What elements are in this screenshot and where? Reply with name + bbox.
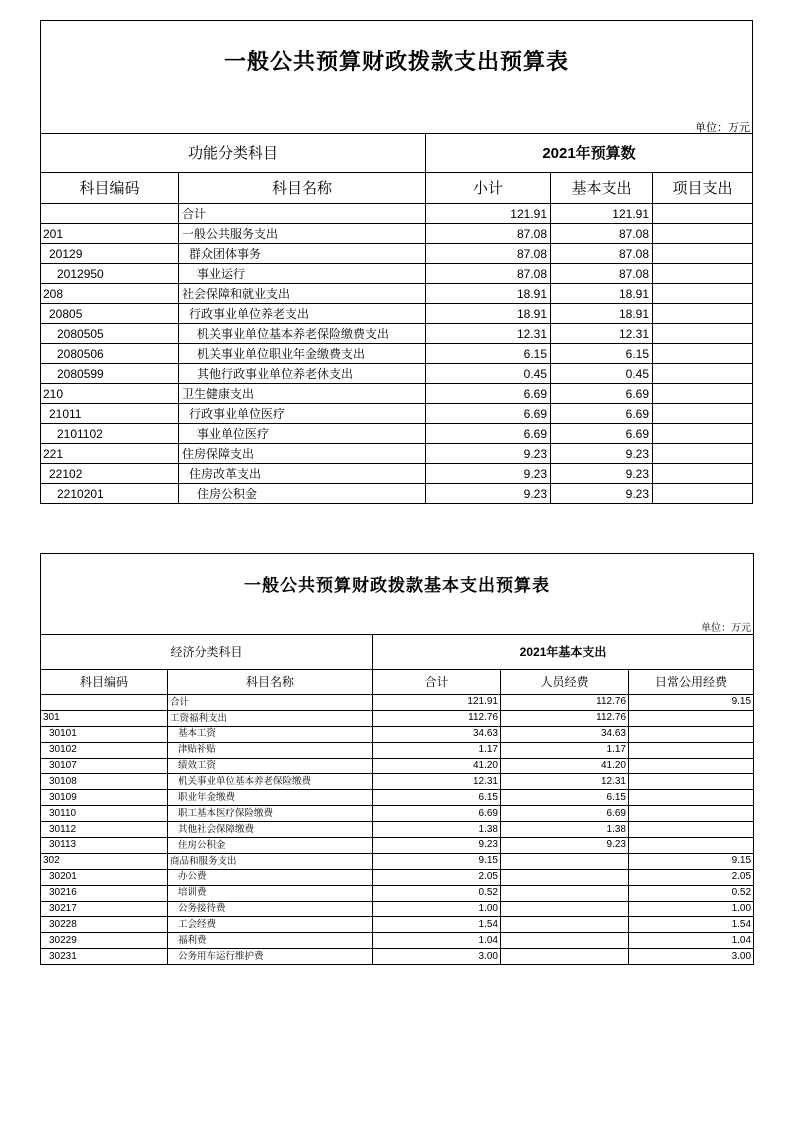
public-value: 0.52 <box>629 885 754 901</box>
table2-header-basic-year: 2021年基本支出 <box>373 635 754 670</box>
subtotal-value: 0.45 <box>426 364 551 384</box>
subject-name: 基本工资 <box>168 726 373 742</box>
table2-unit: 单位：万元 <box>41 616 754 635</box>
public-value: 1.54 <box>629 917 754 933</box>
subtotal-value: 6.69 <box>426 384 551 404</box>
subtotal-value: 121.91 <box>426 204 551 224</box>
total-value: 6.69 <box>373 806 501 822</box>
project-value <box>653 364 753 384</box>
subject-name: 事业运行 <box>179 264 426 284</box>
public-value <box>629 726 754 742</box>
subject-code: 301 <box>41 710 168 726</box>
subtotal-value: 18.91 <box>426 304 551 324</box>
project-value <box>653 424 753 444</box>
personnel-value: 34.63 <box>501 726 629 742</box>
subject-name: 卫生健康支出 <box>179 384 426 404</box>
total-value: 41.20 <box>373 758 501 774</box>
subject-code: 30231 <box>41 949 168 965</box>
public-value: 9.15 <box>629 853 754 869</box>
subject-name: 住房公积金 <box>168 838 373 854</box>
table1-header-budget-year: 2021年预算数 <box>426 134 753 173</box>
table-row <box>41 404 753 424</box>
subject-code: 30102 <box>41 742 168 758</box>
table-row <box>41 901 754 917</box>
public-value: 1.04 <box>629 933 754 949</box>
public-value <box>629 758 754 774</box>
personnel-value <box>501 885 629 901</box>
subtotal-value: 9.23 <box>426 484 551 504</box>
table1-body <box>41 204 753 504</box>
table-row <box>41 774 754 790</box>
total-value: 1.54 <box>373 917 501 933</box>
table2-title: 一般公共预算财政拨款基本支出预算表 <box>244 576 551 596</box>
subject-code: 30201 <box>41 869 168 885</box>
personnel-value: 41.20 <box>501 758 629 774</box>
table-row <box>41 284 753 304</box>
project-value <box>653 404 753 424</box>
subject-code: 30217 <box>41 901 168 917</box>
personnel-value <box>501 949 629 965</box>
project-value <box>653 224 753 244</box>
subject-code: 2012950 <box>41 264 179 284</box>
table2-col-personnel: 人员经费 <box>501 670 629 695</box>
public-value <box>629 742 754 758</box>
table-row <box>41 885 754 901</box>
total-value: 12.31 <box>373 774 501 790</box>
table-row <box>41 204 753 224</box>
personnel-value <box>501 933 629 949</box>
public-value: 1.00 <box>629 901 754 917</box>
subject-name: 培训费 <box>168 885 373 901</box>
basic-value: 9.23 <box>551 464 653 484</box>
subject-name: 行政事业单位医疗 <box>179 404 426 424</box>
table1-title: 一般公共预算财政拨款支出预算表 <box>223 49 569 75</box>
subject-code: 2101102 <box>41 424 179 444</box>
basic-value: 87.08 <box>551 244 653 264</box>
personnel-value: 1.17 <box>501 742 629 758</box>
subject-code: 208 <box>41 284 179 304</box>
table2-header-economic-category: 经济分类科目 <box>41 635 373 670</box>
table-row <box>41 344 753 364</box>
subject-name: 事业单位医疗 <box>179 424 426 444</box>
table-row <box>41 364 753 384</box>
total-value: 9.15 <box>373 853 501 869</box>
subject-code: 201 <box>41 224 179 244</box>
public-value: 3.00 <box>629 949 754 965</box>
subject-code: 20129 <box>41 244 179 264</box>
table2-col-public: 日常公用经费 <box>629 670 754 695</box>
table-row <box>41 384 753 404</box>
table-row <box>41 304 753 324</box>
personnel-value <box>501 869 629 885</box>
subtotal-value: 6.69 <box>426 404 551 424</box>
project-value <box>653 244 753 264</box>
table-row <box>41 758 754 774</box>
subject-name: 公务用车运行维护费 <box>168 949 373 965</box>
subject-code: 30229 <box>41 933 168 949</box>
subject-name: 公务接待费 <box>168 901 373 917</box>
table-row <box>41 484 753 504</box>
basic-value: 121.91 <box>551 204 653 224</box>
personnel-value: 1.38 <box>501 822 629 838</box>
table-row <box>41 695 754 711</box>
basic-value: 9.23 <box>551 484 653 504</box>
total-value: 3.00 <box>373 949 501 965</box>
project-value <box>653 384 753 404</box>
subject-name: 工资福利支出 <box>168 710 373 726</box>
subject-code: 2080506 <box>41 344 179 364</box>
table-row <box>41 244 753 264</box>
project-value <box>653 344 753 364</box>
basic-value: 0.45 <box>551 364 653 384</box>
subtotal-value: 12.31 <box>426 324 551 344</box>
subject-name: 商品和服务支出 <box>168 853 373 869</box>
table-row <box>41 838 754 854</box>
subject-code <box>41 695 168 711</box>
public-value: 2.05 <box>629 869 754 885</box>
table-row <box>41 264 753 284</box>
subject-name: 行政事业单位养老支出 <box>179 304 426 324</box>
table-row <box>41 224 753 244</box>
public-value <box>629 790 754 806</box>
subject-code: 302 <box>41 853 168 869</box>
subject-code: 30107 <box>41 758 168 774</box>
subtotal-value: 87.08 <box>426 224 551 244</box>
function-budget-table <box>40 20 753 504</box>
table-row <box>41 917 754 933</box>
table1-col-name: 科目名称 <box>179 173 426 204</box>
project-value <box>653 304 753 324</box>
total-value: 2.05 <box>373 869 501 885</box>
subject-code: 30216 <box>41 885 168 901</box>
table1-header-function-category: 功能分类科目 <box>41 134 426 173</box>
subject-name: 绩效工资 <box>168 758 373 774</box>
project-value <box>653 444 753 464</box>
subject-code <box>41 204 179 224</box>
subject-name: 其他社会保障缴费 <box>168 822 373 838</box>
basic-expenditure-table <box>40 553 754 965</box>
basic-value: 12.31 <box>551 324 653 344</box>
subject-code: 21011 <box>41 404 179 424</box>
personnel-value: 112.76 <box>501 695 629 711</box>
table-row <box>41 324 753 344</box>
personnel-value: 6.15 <box>501 790 629 806</box>
subject-code: 2080505 <box>41 324 179 344</box>
public-value <box>629 806 754 822</box>
basic-value: 9.23 <box>551 444 653 464</box>
personnel-value <box>501 917 629 933</box>
public-value <box>629 774 754 790</box>
subject-code: 30108 <box>41 774 168 790</box>
subject-code: 30110 <box>41 806 168 822</box>
total-value: 1.38 <box>373 822 501 838</box>
project-value <box>653 264 753 284</box>
subject-code: 30101 <box>41 726 168 742</box>
table2-col-total: 合计 <box>373 670 501 695</box>
subject-name: 机关事业单位基本养老保险缴费 <box>168 774 373 790</box>
table-row <box>41 710 754 726</box>
table-row <box>41 424 753 444</box>
subtotal-value: 6.69 <box>426 424 551 444</box>
subject-name: 办公费 <box>168 869 373 885</box>
table1-title-cell <box>41 21 753 114</box>
subject-name: 其他行政事业单位养老休支出 <box>179 364 426 384</box>
table1-col-project: 项目支出 <box>653 173 753 204</box>
subtotal-value: 9.23 <box>426 444 551 464</box>
table-row <box>41 933 754 949</box>
subject-code: 2210201 <box>41 484 179 504</box>
subject-name: 机关事业单位职业年金缴费支出 <box>179 344 426 364</box>
public-value <box>629 822 754 838</box>
basic-value: 6.69 <box>551 424 653 444</box>
table2-body <box>41 695 754 965</box>
personnel-value <box>501 901 629 917</box>
subtotal-value: 6.15 <box>426 344 551 364</box>
personnel-value: 12.31 <box>501 774 629 790</box>
public-value <box>629 838 754 854</box>
table-row <box>41 822 754 838</box>
table2-col-name: 科目名称 <box>168 670 373 695</box>
subtotal-value: 9.23 <box>426 464 551 484</box>
public-value <box>629 710 754 726</box>
subject-name: 福利费 <box>168 933 373 949</box>
subject-name: 合计 <box>179 204 426 224</box>
subtotal-value: 18.91 <box>426 284 551 304</box>
basic-value: 18.91 <box>551 284 653 304</box>
table-row <box>41 949 754 965</box>
table1-col-code: 科目编码 <box>41 173 179 204</box>
table1-unit: 单位：万元 <box>41 113 753 134</box>
total-value: 9.23 <box>373 838 501 854</box>
subject-name: 群众团体事务 <box>179 244 426 264</box>
total-value: 6.15 <box>373 790 501 806</box>
subject-name: 职业年金缴费 <box>168 790 373 806</box>
table1-col-basic: 基本支出 <box>551 173 653 204</box>
basic-value: 87.08 <box>551 264 653 284</box>
table-row <box>41 806 754 822</box>
total-value: 121.91 <box>373 695 501 711</box>
table-row <box>41 444 753 464</box>
personnel-value <box>501 853 629 869</box>
subject-code: 2080599 <box>41 364 179 384</box>
basic-value: 6.69 <box>551 384 653 404</box>
total-value: 34.63 <box>373 726 501 742</box>
project-value <box>653 324 753 344</box>
total-value: 1.17 <box>373 742 501 758</box>
table-row <box>41 726 754 742</box>
table-row <box>41 464 753 484</box>
subject-name: 工会经费 <box>168 917 373 933</box>
subject-name: 住房保障支出 <box>179 444 426 464</box>
table-row <box>41 742 754 758</box>
subject-code: 210 <box>41 384 179 404</box>
table2-col-code: 科目编码 <box>41 670 168 695</box>
subject-code: 20805 <box>41 304 179 324</box>
personnel-value: 112.76 <box>501 710 629 726</box>
project-value <box>653 464 753 484</box>
project-value <box>653 484 753 504</box>
subject-name: 职工基本医疗保险缴费 <box>168 806 373 822</box>
subject-code: 30112 <box>41 822 168 838</box>
total-value: 1.04 <box>373 933 501 949</box>
basic-value: 87.08 <box>551 224 653 244</box>
basic-value: 18.91 <box>551 304 653 324</box>
table-row <box>41 790 754 806</box>
public-value: 9.15 <box>629 695 754 711</box>
subject-name: 机关事业单位基本养老保险缴费支出 <box>179 324 426 344</box>
table-row <box>41 853 754 869</box>
project-value <box>653 204 753 224</box>
subject-name: 住房公积金 <box>179 484 426 504</box>
table2-title-cell <box>41 554 754 617</box>
subject-name: 社会保障和就业支出 <box>179 284 426 304</box>
subtotal-value: 87.08 <box>426 244 551 264</box>
table1-col-subtotal: 小计 <box>426 173 551 204</box>
total-value: 1.00 <box>373 901 501 917</box>
personnel-value: 6.69 <box>501 806 629 822</box>
personnel-value: 9.23 <box>501 838 629 854</box>
total-value: 0.52 <box>373 885 501 901</box>
project-value <box>653 284 753 304</box>
subject-name: 住房改革支出 <box>179 464 426 484</box>
subject-code: 30109 <box>41 790 168 806</box>
subject-code: 221 <box>41 444 179 464</box>
subtotal-value: 87.08 <box>426 264 551 284</box>
table-row <box>41 869 754 885</box>
subject-code: 30228 <box>41 917 168 933</box>
total-value: 112.76 <box>373 710 501 726</box>
subject-code: 22102 <box>41 464 179 484</box>
subject-name: 一般公共服务支出 <box>179 224 426 244</box>
basic-value: 6.15 <box>551 344 653 364</box>
subject-name: 合计 <box>168 695 373 711</box>
subject-code: 30113 <box>41 838 168 854</box>
subject-name: 津贴补贴 <box>168 742 373 758</box>
basic-value: 6.69 <box>551 404 653 424</box>
